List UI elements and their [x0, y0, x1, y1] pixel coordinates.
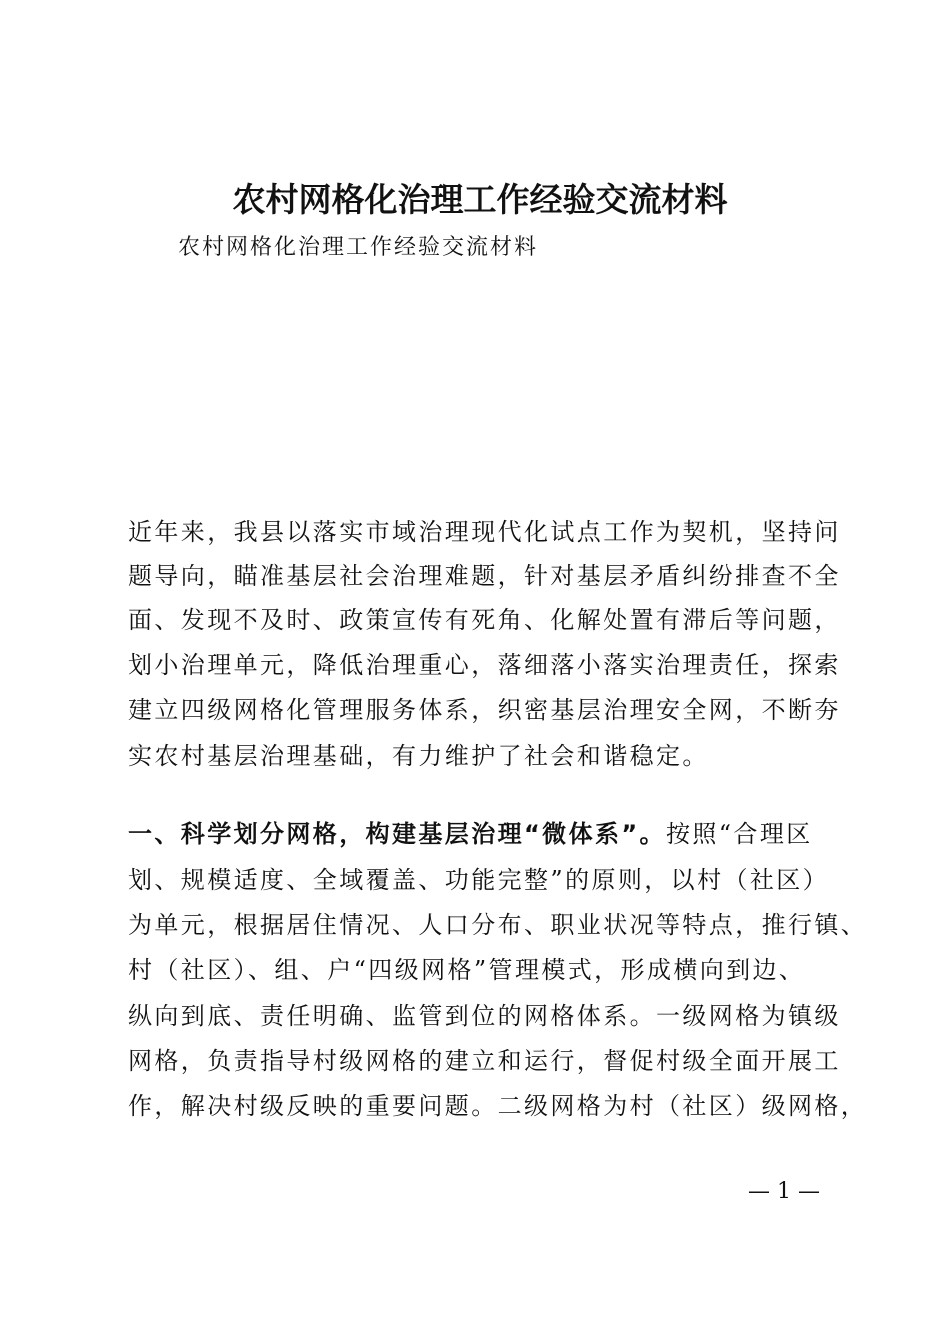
paragraph-line: 纵向到底、责任明确、监管到位的网格体系。一级网格为镇级 — [128, 1002, 841, 1030]
paragraph-line: 为单元，根据居住情况、人口分布、职业状况等特点，推行镇、 — [128, 911, 868, 939]
section-text-start: 按照“合理区 — [665, 820, 813, 848]
section-heading: 一、科学划分网格，构建基层治理“微体系”。 — [128, 820, 666, 848]
paragraph-line: 网格，负责指导村级网格的建立和运行，督促村级全面开展工 — [128, 1047, 841, 1075]
paragraph-line: 划小治理单元，降低治理重心，落细落小落实治理责任，探索 — [128, 651, 841, 679]
paragraph-line: 实农村基层治理基础，有力维护了社会和谐稳定。 — [128, 742, 709, 770]
paragraph-line: 划、规模适度、全域覆盖、功能完整”的原则，以村（社区） — [128, 866, 830, 894]
paragraph-line: 建立四级网格化管理服务体系，织密基层治理安全网，不断夯 — [128, 696, 841, 724]
paragraph-line: 作，解决村级反映的重要问题。二级网格为村（社区）级网格， — [128, 1092, 868, 1120]
section-heading-line — [128, 814, 828, 854]
paragraph-line: 面、发现不及时、政策宣传有死角、化解处置有滞后等问题， — [128, 606, 841, 634]
paragraph-line: 近年来，我县以落实市域治理现代化试点工作为契机，坚持问 — [128, 518, 841, 546]
document-title: 农村网格化治理工作经验交流材料 — [232, 180, 728, 219]
document-subtitle: 农村网格化治理工作经验交流材料 — [178, 235, 539, 260]
page-number: — 1 — — [748, 1179, 820, 1204]
paragraph-line: 题导向，瞄准基层社会治理难题，针对基层矛盾纠纷排查不全 — [128, 562, 841, 590]
paragraph-line: 村（社区）、组、户“四级网格”管理模式，形成横向到边、 — [128, 956, 806, 984]
